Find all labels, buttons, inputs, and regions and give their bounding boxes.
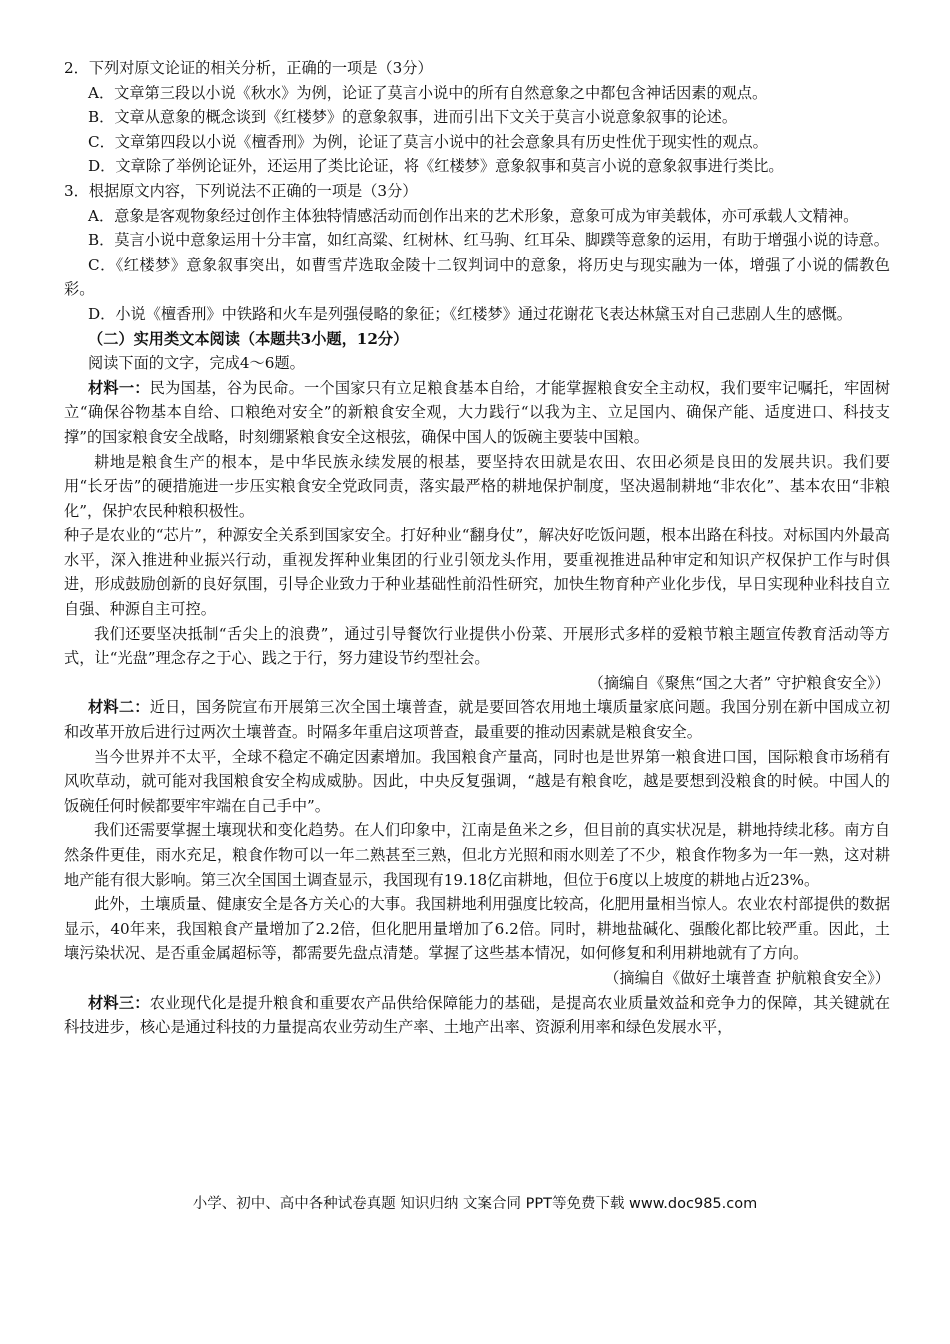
material-1-label: 材料一：: [88, 378, 150, 397]
material-2-source: （摘编自《做好土壤普查 护航粮食安全》）: [604, 968, 890, 987]
section-instruction: 阅读下面的文字，完成4～6题。: [88, 354, 305, 373]
material-2-text: 近日，国务院宣布开展第三次全国土壤普查，就是要回答农用地土壤质量家底问题。我国分别在新中国成立初和改革开放后进行过两次土壤普查。时隔多年重启这项普查，最重要的推动因素就是粮食安全。: [64, 698, 891, 742]
q2-option-a: A．文章第三段以小说《秋水》为例，论证了莫言小说中的所有自然意象之中都包含神话因素的观点。: [88, 83, 768, 102]
q2-option-b: B．文章从意象的概念谈到《红楼梦》的意象叙事，进而引出下文关于莫言小说意象叙事的论述。: [88, 108, 738, 127]
section-heading: （二）实用类文本阅读（本题共3小题，12分）: [88, 329, 409, 348]
material-2-paragraph-3: 我们还需要掌握土壤现状和变化趋势。在人们印象中，江南是鱼米之乡，但目前的真实状况是，耕地持续北移。南方自然条件更佳，雨水充足，粮食作物可以一年二熟甚至三熟，但北方光照和雨水则差了不少，粮食作物多为一年一熟，这对耕地产能有很大影响。第三次全国国土调查显示，我国现有19.18亿亩耕地，但位于6度以上坡度的耕地占近23%。: [64, 821, 890, 889]
material-2-label: 材料二：: [88, 698, 150, 717]
material-1-paragraph-3: 种子是农业的“芯片”，种源安全关系到国家安全。打好种业“翻身仗”，解决好吃饭问题，根本出路在科技。对标国内外最高水平，深入推进种业振兴行动，重视发挥种业集团的行业引领龙头作用，要重视推进品种审定和知识产权保护工作与时俱进，形成鼓励创新的良好氛围，引导企业致力于种业基础性前沿性研究，加快生物育种产业化步伐，早日实现种业科技自立自强、种源自主可控。: [64, 526, 890, 619]
q3-stem: 3．根据原文内容，下列说法不正确的一项是（3分）: [64, 181, 418, 200]
q3-option-c: C．《红楼梦》意象叙事突出，如曹雪芹选取金陵十二钗判词中的意象，将历史与现实融为一体，增强了小说的儒教色彩。: [64, 255, 890, 299]
q2-option-d: D．文章除了举例论证外，还运用了类比论证，将《红楼梦》意象叙事和莫言小说的意象叙事进行类比。: [88, 157, 784, 176]
material-1-paragraph-2: 耕地是粮食生产的根本，是中华民族永续发展的根基，要坚持农田就是农田、农田必须是良田的发展共识。我们要用“长牙齿”的硬措施进一步压实粮食安全党政同责，落实最严格的耕地保护制度，坚决遏制耕地“非农化”、基本农田“非粮化”，保护农民种粮积极性。: [64, 452, 890, 520]
material-1-text: 民为国基，谷为民命。一个国家只有立足粮食基本自给，才能掌握粮食安全主动权，我们要牢记嘱托，牢固树立“确保谷物基本自给、口粮绝对安全”的新粮食安全观，大力践行“以我为主、立足国内、确保产能、适度进口、科技支撑”的国家粮食安全战略，时刻绷紧粮食安全这根弦，确保中国人的饭碗主要装中国粮。: [64, 378, 891, 446]
material-2-paragraph-2: 当今世界并不太平，全球不稳定不确定因素增加。我国粮食产量高，同时也是世界第一粮食进口国，国际粮食市场稍有风吹草动，就可能对我国粮食安全构成威胁。因此，中央反复强调，“越是有粮食吃，越是要想到没粮食的时候。中国人的饭碗任何时候都要牢牢端在自己手中”。: [64, 747, 890, 815]
q2-stem: 2．下列对原文论证的相关分析，正确的一项是（3分）: [64, 59, 433, 77]
material-1-paragraph-1: [64, 376, 890, 450]
material-1-paragraph-4: 我们还要坚决抵制“舌尖上的浪费”，通过引导餐饮行业提供小份菜、开展形式多样的爱粮节粮主题宣传教育活动等方式，让“光盘”理念存之于心、践之于行，努力建设节约型社会。: [64, 624, 890, 668]
exam-page: [64, 56, 890, 1040]
material-2-paragraph-4: 此外，土壤质量、健康安全是各方关心的大事。我国耕地利用强度比较高，化肥用量相当惊人。农业农村部提供的数据显示，40年来，我国粮食产量增加了2.2倍，但化肥用量增加了6.2倍。同时，耕地盐碱化、强酸化都比较严重。因此，土壤污染状况、是否重金属超标等，都需要先盘点清楚。掌握了这些基本情况，如何修复和利用耕地就有了方向。: [64, 895, 890, 963]
q3-option-d: D．小说《檀香刑》中铁路和火车是列强侵略的象征；《红楼梦》通过花谢花飞表达林黛玉对自己悲剧人生的感慨。: [88, 304, 852, 323]
footer-text: 小学、初中、高中各种试卷真题 知识归纳 文案合同 PPT等免费下载 www.doc985.com: [192, 1196, 758, 1212]
material-3-label: 材料三：: [88, 993, 150, 1012]
q3-option-b: B．莫言小说中意象运用十分丰富，如红高粱、红树林、红马驹、红耳朵、脚蹼等意象的运用，有助于增强小说的诗意。: [88, 231, 889, 250]
material-2-paragraph-1: [64, 695, 890, 744]
material-3-paragraph-1: [64, 991, 890, 1040]
material-1-source: （摘编自《聚焦“国之大者” 守护粮食安全》）: [588, 673, 890, 692]
q3-option-a: A．意象是客观物象经过创作主体独特情感活动而创作出来的艺术形象，意象可成为审美载体，亦可承载人文精神。: [88, 206, 859, 225]
q2-option-c: C．文章第四段以小说《檀香刑》为例，论证了莫言小说中的社会意象具有历史性优于现实性的观点。: [88, 132, 768, 151]
material-3-text: 农业现代化是提升粮食和重要农产品供给保障能力的基础，是提高农业质量效益和竞争力的保障，其关键就在科技进步，核心是通过科技的力量提高农业劳动生产率、土地产出率、资源利用率和绿色发展水平，: [64, 993, 891, 1037]
